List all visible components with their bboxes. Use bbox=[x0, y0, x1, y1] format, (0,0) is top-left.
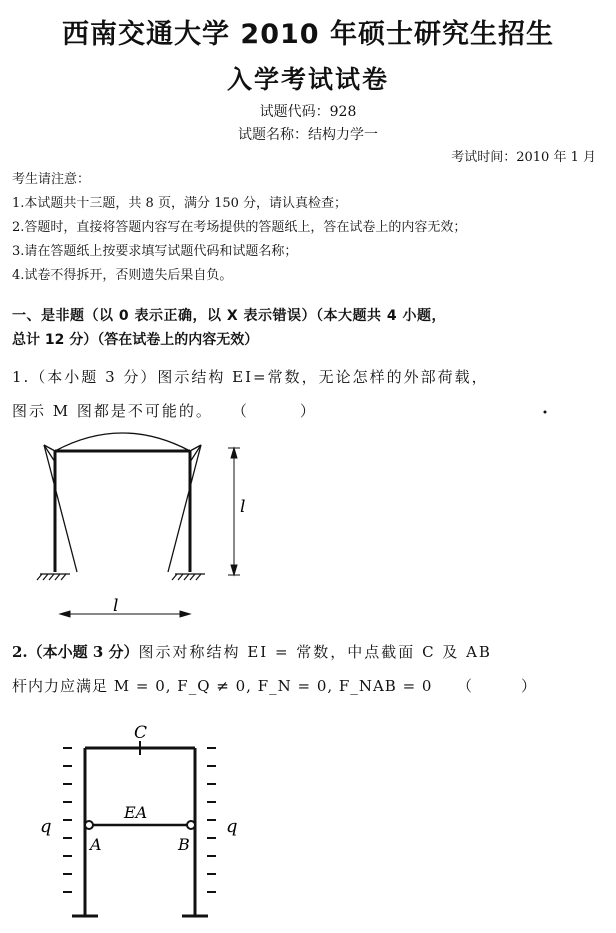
q2-label-ea: EA bbox=[124, 803, 148, 822]
q2-label-q-right: q bbox=[226, 816, 238, 837]
q2-label-a: A bbox=[90, 835, 102, 854]
q1-dimension-height bbox=[228, 448, 240, 575]
q1-support-right bbox=[172, 574, 205, 580]
exam-name: 试题名称：结构力学一 bbox=[238, 127, 378, 143]
q2-label-q-left: q bbox=[40, 816, 52, 837]
q1-text-line2: 图示 M 图都是不可能的。 （ ） bbox=[12, 402, 317, 420]
q2-hinge-b bbox=[187, 821, 195, 829]
section1-heading: 一、是非题（以 0 表示正确，以 X 表示错误）（本大题共 4 小题， bbox=[12, 308, 447, 324]
scan-speck bbox=[544, 411, 547, 414]
q2-frame bbox=[85, 748, 195, 915]
q1-support-left bbox=[37, 574, 70, 580]
q2-load-right bbox=[207, 748, 216, 892]
q1-dimension-width bbox=[60, 611, 190, 617]
note-item-4: 4.试卷不得拆开，否则遗失后果自负。 bbox=[12, 268, 233, 283]
exam-code: 试题代码：928 bbox=[259, 104, 357, 120]
note-item-3: 3.请在答题纸上按要求填写试题代码和试题名称； bbox=[12, 244, 298, 259]
q1-text-line1: 1.（本小题 3 分）图示结构 EI=常数，无论怎样的外部荷载， bbox=[12, 368, 489, 386]
exam-title-line1: 西南交通大学 2010 年硕士研究生招生 bbox=[62, 19, 554, 50]
q2-number: 2.（本小题 3 分） bbox=[12, 643, 139, 661]
q1-frame bbox=[55, 451, 190, 572]
q1-label-width: l bbox=[113, 596, 119, 616]
q1-moment-diagram bbox=[44, 433, 201, 572]
q2-label-b: B bbox=[178, 835, 190, 854]
notes-heading: 考生请注意： bbox=[12, 172, 91, 187]
q2-text-line1: 图示对称结构 EI = 常数，中点截面 C 及 AB bbox=[138, 643, 492, 661]
q2-load-left bbox=[63, 748, 72, 892]
q1-label-height: l bbox=[240, 497, 246, 517]
q1-figure bbox=[37, 433, 240, 617]
note-item-1: 1.本试题共十三题，共 8 页，满分 150 分，请认真检查； bbox=[12, 196, 348, 211]
q2-label-c: C bbox=[134, 723, 148, 743]
q2-figure bbox=[63, 741, 216, 916]
q2-hinge-a bbox=[85, 821, 93, 829]
note-item-2: 2.答题时，直接将答题内容写在考场提供的答题纸上，答在试卷上的内容无效； bbox=[12, 220, 467, 235]
section1-heading-cont: 总计 12 分）（答在试卷上的内容无效） bbox=[12, 332, 259, 348]
exam-time: 考试时间：2010 年 1 月 bbox=[451, 150, 596, 165]
exam-title-line2: 入学考试试卷 bbox=[226, 65, 389, 94]
q2-text-line2: 杆内力应满足 M = 0, F_Q ≠ 0, F_N = 0, F_NAB = 0 （ ） bbox=[12, 677, 537, 695]
